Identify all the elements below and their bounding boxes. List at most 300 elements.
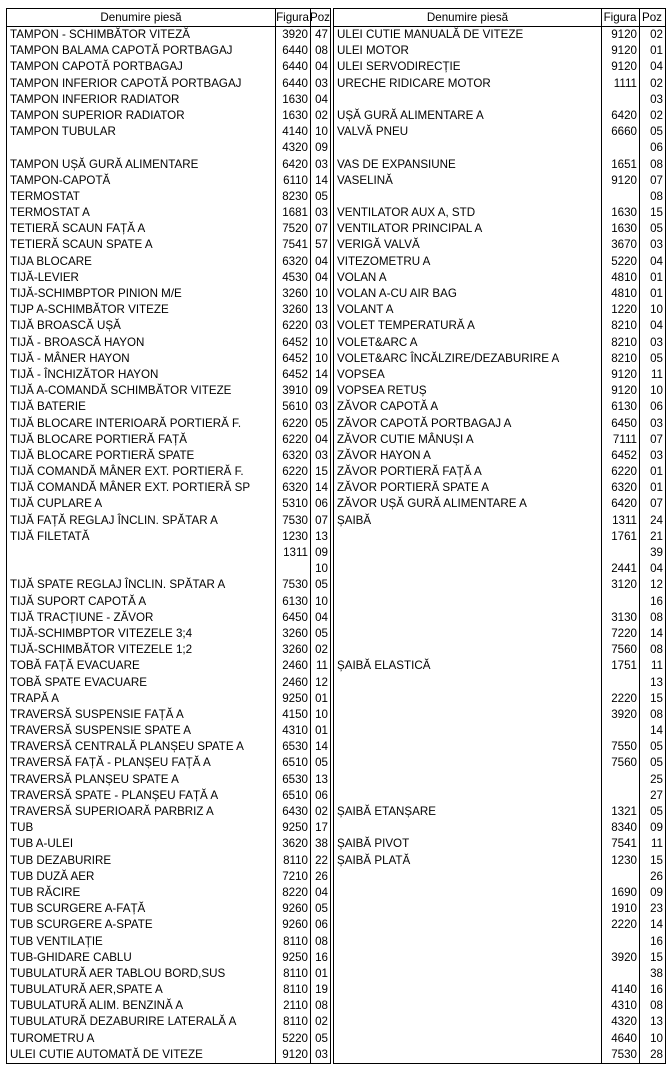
table-row (7, 286, 330, 302)
part-name-cell: ZĂVOR UȘĂ GURĂ ALIMENTARE A (337, 497, 527, 511)
table-row (7, 189, 330, 205)
figure-cell: 6440 (282, 60, 308, 74)
position-cell: 01 (650, 287, 663, 300)
position-cell: 10 (650, 384, 663, 398)
figure-cell: 1230 (282, 529, 308, 543)
position-cell: 03 (315, 76, 328, 90)
header-position: Poz (642, 11, 662, 24)
table-row (7, 755, 330, 771)
table-row (7, 76, 330, 92)
figure-cell: 6530 (282, 740, 308, 754)
part-name-cell: TIJĂ-SCHIMBPTOR VITEZELE 3;4 (10, 626, 193, 640)
rows-left (7, 27, 330, 1063)
position-cell: 15 (650, 691, 663, 705)
table-row (7, 610, 330, 626)
table-row (7, 707, 330, 723)
part-name-cell: VAS DE EXPANSIUNE (337, 157, 456, 171)
figure-cell: 1220 (611, 303, 637, 317)
header-figure: Figura (276, 11, 309, 24)
position-cell: 14 (650, 626, 663, 640)
position-cell: 11 (650, 367, 663, 381)
position-cell: 16 (315, 950, 328, 964)
figure-cell: 6130 (611, 400, 637, 414)
position-cell: 11 (650, 659, 663, 673)
figure-cell: 8110 (283, 853, 308, 867)
figure-cell: 4810 (611, 270, 637, 284)
part-name-cell: VOPSEA RETUȘ (337, 384, 427, 398)
part-name-cell: TUBULATURĂ ALIM. BENZINĂ A (10, 999, 184, 1013)
part-name-cell: TIJĂ BLOCARE PORTIERĂ FAȚĂ (10, 432, 187, 446)
figure-cell: 9250 (282, 821, 308, 835)
figure-cell: 9120 (611, 173, 637, 187)
figure-cell: 1681 (282, 206, 308, 220)
figure-cell: 7560 (611, 756, 637, 770)
table-row (334, 383, 665, 399)
position-cell: 01 (315, 691, 328, 705)
position-cell: 15 (650, 853, 663, 867)
position-cell: 06 (315, 788, 328, 802)
part-name-cell: TUB A-ULEI (10, 837, 74, 851)
figure-cell: 1311 (612, 513, 637, 527)
figure-cell: 8210 (611, 319, 637, 333)
figure-cell: 8110 (283, 1015, 308, 1029)
position-cell: 08 (650, 707, 663, 721)
figure-cell: 4140 (282, 125, 308, 139)
part-name-cell: ZĂVOR HAYON A (337, 448, 431, 462)
table-row (334, 642, 665, 658)
figure-cell: 6320 (282, 254, 308, 268)
part-name-cell: TUBULATURĂ AER TABLOU BORD,SUS (10, 966, 226, 980)
position-cell: 22 (315, 853, 328, 867)
table-row (334, 1014, 665, 1030)
position-cell: 10 (315, 707, 328, 721)
table-row (7, 383, 330, 399)
table-row (334, 755, 665, 771)
figure-cell: 9260 (282, 918, 308, 932)
position-cell: 16 (650, 983, 663, 997)
table-row (7, 836, 330, 852)
figure-cell: 1761 (611, 529, 637, 543)
part-name-cell: TUBULATURĂ AER,SPATE A (10, 983, 163, 997)
table-row (334, 221, 665, 237)
position-cell: 03 (650, 448, 663, 462)
position-cell: 01 (650, 44, 663, 58)
figure-cell: 6452 (282, 335, 308, 349)
figure-cell: 5610 (282, 400, 308, 414)
table-row (334, 610, 665, 626)
table-row (7, 432, 330, 448)
position-cell: 04 (315, 432, 328, 446)
position-cell: 02 (315, 1015, 328, 1029)
part-name-cell: TIJĂ - ÎNCHIZĂTOR HAYON (10, 367, 159, 381)
position-cell: 28 (650, 1047, 663, 1061)
part-name-cell: URECHE RIDICARE MOTOR (337, 76, 491, 90)
part-name-cell: TETIERĂ SCAUN SPATE A (10, 238, 153, 252)
figure-cell: 1630 (282, 92, 308, 106)
table-row (7, 1047, 330, 1063)
position-cell: 03 (315, 157, 328, 171)
table-row (334, 237, 665, 253)
figure-cell: 5220 (282, 1031, 308, 1045)
position-cell: 10 (315, 594, 328, 608)
table-row (334, 496, 665, 512)
part-name-cell: TAMPON TUBULAR (10, 125, 116, 139)
figure-cell: 3620 (282, 837, 308, 851)
part-name-cell: TRAPĂ A (10, 691, 59, 705)
table-row (334, 302, 665, 318)
position-cell: 01 (650, 465, 663, 479)
table-row (7, 205, 330, 221)
part-name-cell: TAMPON-CAPOTĂ (10, 173, 111, 187)
position-cell: 10 (315, 287, 328, 300)
part-name-cell: TETIERĂ SCAUN FAȚĂ A (10, 222, 146, 236)
table-row (334, 804, 665, 820)
figure-cell: 1651 (611, 157, 637, 171)
table-row (7, 27, 330, 43)
position-cell: 03 (315, 448, 328, 462)
table-row (7, 318, 330, 334)
figure-cell: 9120 (611, 44, 637, 58)
position-cell: 02 (315, 643, 328, 657)
part-name-cell: TIJĂ COMANDĂ MÂNER EXT. PORTIERĂ SP (10, 481, 251, 495)
table-row (7, 577, 330, 593)
part-name-cell: TUB RĂCIRE (10, 885, 81, 899)
table-row (7, 464, 330, 480)
table-row (334, 270, 665, 286)
position-cell: 25 (650, 772, 663, 786)
position-cell: 10 (650, 303, 663, 317)
part-name-cell: TERMOSTAT A (10, 206, 90, 220)
table-row (7, 140, 330, 156)
figure-cell: 6420 (611, 108, 637, 122)
part-name-cell: TIJĂ COMANDĂ MÂNER EXT. PORTIERĂ F. (10, 465, 244, 479)
figure-cell: 8110 (283, 983, 308, 997)
table-row (334, 27, 665, 43)
part-name-cell: TRAVERSĂ SUPERIOARĂ PARBRIZ A (10, 805, 214, 818)
part-name-cell: TAMPON UȘĂ GURĂ ALIMENTARE (10, 157, 199, 171)
position-cell: 02 (650, 108, 663, 122)
header-position: Poz (310, 11, 330, 24)
figure-cell: 4810 (611, 287, 637, 300)
position-cell: 07 (315, 222, 328, 236)
figure-cell: 3670 (611, 238, 637, 252)
figure-cell: 1321 (611, 805, 637, 818)
table-row (334, 124, 665, 140)
position-cell: 05 (650, 222, 663, 236)
table-row (334, 707, 665, 723)
figure-cell: 6430 (282, 805, 308, 818)
part-name-cell: ZĂVOR CAPOTĂ A (337, 400, 439, 414)
part-name-cell: TUB-GHIDARE CABLU (10, 950, 132, 964)
position-cell: 08 (315, 934, 328, 948)
table-row (7, 173, 330, 189)
figure-cell: 5220 (611, 254, 637, 268)
position-cell: 04 (315, 610, 328, 624)
table-row (334, 561, 665, 577)
position-cell: 38 (315, 837, 328, 851)
part-name-cell: TAMPON BALAMA CAPOTĂ PORTBAGAJ (10, 44, 233, 58)
part-name-cell: ULEI CUTIE AUTOMATĂ DE VITEZE (10, 1047, 203, 1061)
part-name-cell: TUB SCURGERE A-FAȚĂ (10, 902, 146, 916)
part-name-cell: TIJĂ A-COMANDĂ SCHIMBĂTOR VITEZE (10, 384, 232, 398)
figure-cell: 6510 (282, 788, 308, 802)
figure-cell: 4320 (282, 141, 308, 155)
figure-cell: 3920 (611, 707, 637, 721)
figure-cell: 5310 (282, 497, 308, 511)
figure-cell: 1751 (611, 659, 637, 673)
position-cell: 05 (315, 626, 328, 640)
figure-cell: 3260 (282, 303, 308, 317)
table-row (334, 464, 665, 480)
table-row (7, 399, 330, 415)
table-row (7, 917, 330, 933)
figure-cell: 8340 (611, 821, 637, 835)
part-name-cell: TIJĂ TRACȚIUNE - ZĂVOR (10, 610, 154, 624)
table-row (334, 934, 665, 950)
position-cell: 05 (650, 740, 663, 754)
table-row (334, 108, 665, 124)
table-row (7, 480, 330, 496)
figure-cell: 7111 (612, 432, 637, 446)
position-cell: 05 (315, 578, 328, 592)
figure-cell: 6440 (282, 44, 308, 58)
figure-cell: 6452 (611, 448, 637, 462)
table-row (334, 853, 665, 869)
table-row (334, 658, 665, 674)
part-name-cell: TUBULATURĂ DEZABURIRE LATERALĂ A (10, 1015, 237, 1029)
position-cell: 03 (650, 335, 663, 349)
position-cell: 16 (650, 594, 663, 608)
figure-cell: 8210 (611, 351, 637, 365)
part-name-cell: ȘAIBĂ (337, 513, 372, 527)
position-cell: 09 (315, 384, 328, 398)
part-name-cell: TRAVERSĂ SUSPENSIE FAȚĂ A (10, 707, 184, 721)
position-cell: 21 (650, 529, 663, 543)
table-row (334, 367, 665, 383)
figure-cell: 3130 (611, 610, 637, 624)
table-row (334, 545, 665, 561)
position-cell: 01 (650, 270, 663, 284)
figure-cell: 1910 (611, 902, 637, 916)
table-row (7, 157, 330, 173)
figure-cell: 9120 (611, 367, 637, 381)
table-row (334, 788, 665, 804)
part-name-cell: VASELINĂ (337, 173, 393, 187)
table-row (7, 642, 330, 658)
part-name-cell: TOBĂ SPATE EVACUARE (10, 675, 148, 689)
position-cell: 05 (315, 902, 328, 916)
position-cell: 26 (315, 869, 328, 883)
part-name-cell: TIJĂ SPATE REGLAJ ÎNCLIN. SPĂTAR A (10, 578, 226, 592)
figure-cell: 2460 (282, 675, 308, 689)
figure-cell: 7520 (282, 222, 308, 236)
part-name-cell: TIJĂ FILETATĂ (10, 529, 90, 543)
position-cell: 14 (650, 918, 663, 932)
part-name-cell: VENTILATOR AUX A, STD (337, 206, 476, 220)
table-row (7, 545, 330, 561)
figure-cell: 4310 (611, 999, 637, 1013)
part-name-cell: ZĂVOR CUTIE MÂNUȘI A (337, 432, 474, 446)
part-name-cell: ULEI MOTOR (337, 44, 409, 58)
figure-cell: 7220 (611, 626, 637, 640)
figure-cell: 7541 (611, 837, 637, 851)
table-row (334, 513, 665, 529)
table-row (7, 820, 330, 836)
position-cell: 14 (315, 173, 328, 187)
figure-cell: 4150 (282, 707, 308, 721)
part-name-cell: ZĂVOR PORTIERĂ FAȚĂ A (337, 465, 482, 479)
position-cell: 06 (315, 497, 328, 511)
position-cell: 05 (650, 351, 663, 365)
part-name-cell: TIJĂ - BROASCĂ HAYON (10, 335, 145, 349)
figure-cell: 7550 (611, 740, 637, 754)
table-row (334, 901, 665, 917)
position-cell: 04 (315, 92, 328, 106)
table-row (7, 124, 330, 140)
part-name-cell: TUB DUZĂ AER (10, 869, 95, 883)
position-cell: 04 (650, 562, 663, 576)
position-cell: 13 (315, 772, 328, 786)
table-row (7, 966, 330, 982)
position-cell: 08 (650, 189, 663, 203)
table-row (7, 691, 330, 707)
position-cell: 47 (315, 28, 328, 41)
position-cell: 04 (650, 319, 663, 333)
position-cell: 13 (315, 303, 328, 317)
position-cell: 14 (315, 367, 328, 381)
table-row (7, 901, 330, 917)
part-name-cell: TAMPON INFERIOR RADIATOR (10, 92, 180, 106)
position-cell: 04 (315, 254, 328, 268)
table-row (334, 59, 665, 75)
figure-cell: 3920 (282, 28, 308, 41)
table-row (334, 432, 665, 448)
part-name-cell: ȘAIBĂ PIVOT (337, 837, 410, 851)
position-cell: 07 (650, 173, 663, 187)
position-cell: 07 (315, 513, 328, 527)
figure-cell: 1630 (611, 222, 637, 236)
position-cell: 17 (315, 821, 328, 835)
figure-cell: 7530 (282, 578, 308, 592)
position-cell: 07 (650, 497, 663, 511)
position-cell: 08 (650, 999, 663, 1013)
part-name-cell: TAMPON INFERIOR CAPOTĂ PORTBAGAJ (10, 76, 242, 90)
figure-cell: 6320 (611, 481, 637, 495)
part-name-cell: VOLANT A (337, 303, 394, 317)
part-name-cell: VITEZOMETRU A (337, 254, 431, 268)
parts-table-left (6, 8, 331, 1064)
figure-cell: 7530 (611, 1047, 637, 1061)
figure-cell: 6510 (282, 756, 308, 770)
position-cell: 09 (650, 885, 663, 899)
figure-cell: 6130 (282, 594, 308, 608)
figure-cell: 6220 (282, 465, 308, 479)
table-row (7, 658, 330, 674)
figure-cell: 6220 (282, 416, 308, 430)
table-row (334, 675, 665, 691)
position-cell: 03 (650, 238, 663, 252)
part-name-cell: TIJĂ FAȚĂ REGLAJ ÎNCLIN. SPĂTAR A (10, 513, 218, 527)
figure-cell: 8220 (282, 885, 308, 899)
table-row (334, 173, 665, 189)
part-name-cell: TIJĂ-SCHIMBĂTOR VITEZELE 1;2 (10, 643, 193, 657)
part-name-cell: VOPSEA (337, 367, 385, 381)
figure-cell: 1630 (282, 108, 308, 122)
figure-cell: 9250 (282, 691, 308, 705)
table-row (334, 594, 665, 610)
table-row (334, 43, 665, 59)
figure-cell: 1111 (613, 76, 637, 90)
part-name-cell: TUROMETRU A (10, 1031, 95, 1045)
position-cell: 02 (315, 108, 328, 122)
part-name-cell: VOLAN A-CU AIR BAG (337, 287, 457, 300)
table-row (7, 529, 330, 545)
figure-cell: 6220 (611, 465, 637, 479)
table-row (334, 723, 665, 739)
table-row (334, 885, 665, 901)
figure-cell: 3910 (282, 384, 308, 398)
table-row (334, 205, 665, 221)
figure-cell: 6452 (282, 367, 308, 381)
part-name-cell: VOLET TEMPERATURĂ A (337, 319, 475, 333)
figure-cell: 4310 (282, 724, 308, 738)
table-row (7, 254, 330, 270)
table-row (7, 92, 330, 108)
part-name-cell: TERMOSTAT (10, 189, 80, 203)
parts-table-right (333, 8, 666, 1064)
position-cell: 02 (650, 76, 663, 90)
position-cell: 05 (650, 805, 663, 818)
figure-cell: 2220 (611, 918, 637, 932)
table-row (334, 448, 665, 464)
table-row (334, 917, 665, 933)
figure-cell: 4140 (611, 983, 637, 997)
table-row (334, 254, 665, 270)
figure-cell: 2460 (282, 659, 308, 673)
table-row (7, 869, 330, 885)
figure-cell: 9120 (611, 28, 637, 41)
part-name-cell: TAMPON CAPOTĂ PORTBAGAJ (10, 60, 183, 74)
position-cell: 07 (650, 432, 663, 446)
position-cell: 08 (315, 999, 328, 1013)
part-name-cell: TIJĂ CUPLARE A (10, 497, 103, 511)
position-cell: 02 (650, 28, 663, 41)
figure-cell: 6420 (282, 157, 308, 171)
table-row (7, 59, 330, 75)
table-row (7, 739, 330, 755)
position-cell: 08 (650, 643, 663, 657)
parts-index-sheet (6, 8, 666, 1064)
position-cell: 05 (315, 1031, 328, 1045)
position-cell: 05 (315, 756, 328, 770)
part-name-cell: TIJĂ BLOCARE PORTIERĂ SPATE (10, 448, 195, 462)
part-name-cell: TIJĂ BROASCĂ UȘĂ (10, 319, 121, 333)
table-row (7, 448, 330, 464)
position-cell: 10 (315, 125, 328, 139)
position-cell: 10 (315, 562, 328, 576)
figure-cell: 2110 (283, 999, 308, 1013)
position-cell: 23 (650, 902, 663, 916)
table-row (7, 513, 330, 529)
position-cell: 04 (650, 60, 663, 74)
figure-cell: 9120 (282, 1047, 308, 1061)
position-cell: 19 (315, 983, 328, 997)
position-cell: 05 (650, 756, 663, 770)
position-cell: 04 (315, 270, 328, 284)
table-row (7, 561, 330, 577)
part-name-cell: TUB SCURGERE A-SPATE (10, 918, 153, 932)
table-row (334, 1047, 665, 1063)
